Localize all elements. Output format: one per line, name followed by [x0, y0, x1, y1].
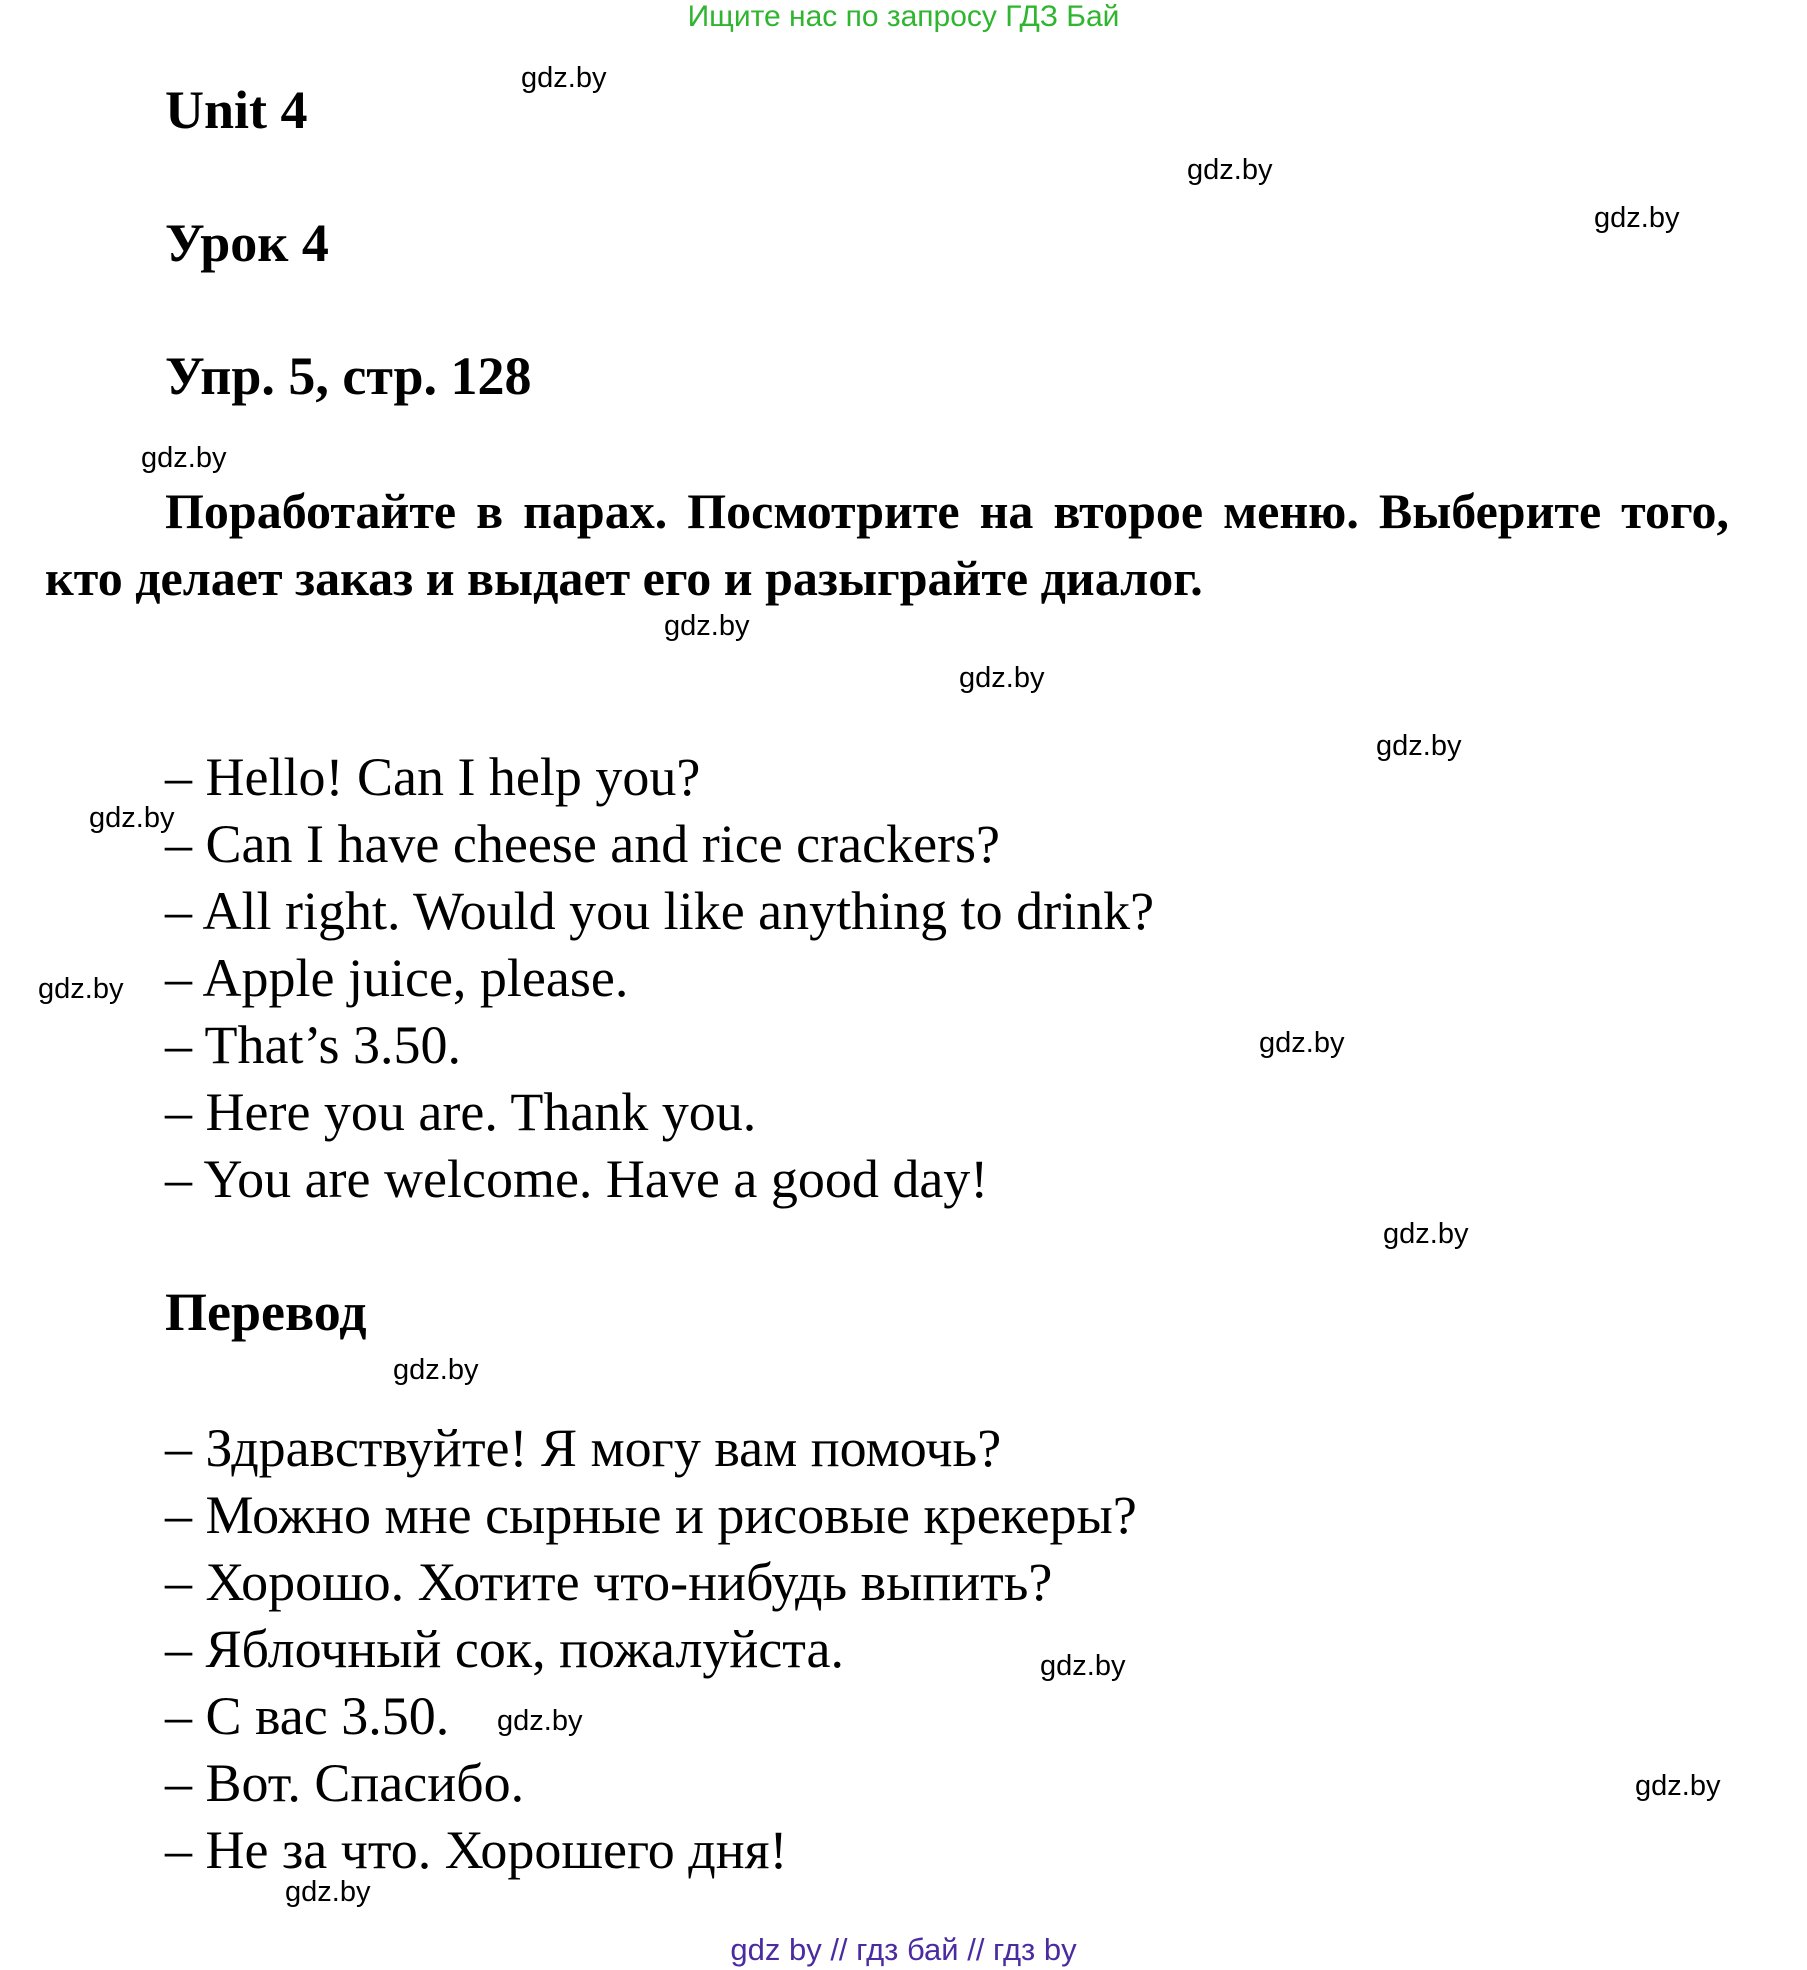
- dialog-line: – You are welcome. Have a good day!: [165, 1149, 989, 1209]
- translation-title: Перевод: [165, 1282, 367, 1342]
- dialog-line: – Can I have cheese and rice crackers?: [165, 814, 1000, 874]
- unit-title: Unit 4: [165, 80, 308, 140]
- watermark: gdz.by: [664, 610, 750, 642]
- dialog-russian: [165, 1415, 1137, 1884]
- dialog-line: – Here you are. Thank you.: [165, 1082, 757, 1142]
- watermark: gdz.by: [38, 973, 124, 1005]
- watermark: gdz.by: [141, 442, 227, 474]
- watermark: gdz.by: [1635, 1770, 1721, 1802]
- watermark: gdz.by: [959, 662, 1045, 694]
- dialog-english: [165, 744, 1154, 1213]
- watermark: gdz.by: [1594, 202, 1680, 234]
- watermark: gdz.by: [497, 1705, 583, 1737]
- watermark: gdz.by: [521, 62, 607, 94]
- exercise-title: Упр. 5, стр. 128: [165, 346, 532, 406]
- dialog-line: – Hello! Can I help you?: [165, 747, 701, 807]
- dialog-line: – С вас 3.50.: [165, 1686, 450, 1746]
- watermark: gdz.by: [89, 802, 175, 834]
- watermark: gdz.by: [1187, 154, 1273, 186]
- dialog-line: – Вот. Спасибо.: [165, 1753, 525, 1813]
- watermark: gdz.by: [1040, 1650, 1126, 1682]
- watermark: gdz.by: [1383, 1218, 1469, 1250]
- dialog-line: – Не за что. Хорошего дня!: [165, 1820, 788, 1880]
- watermark: gdz.by: [1376, 730, 1462, 762]
- dialog-line: – Можно мне сырные и рисовые крекеры?: [165, 1485, 1137, 1545]
- lesson-title: Урок 4: [165, 213, 329, 273]
- dialog-line: – Яблочный сок, пожалуйста.: [165, 1619, 844, 1679]
- dialog-line: – That’s 3.50.: [165, 1015, 461, 1075]
- watermark: gdz.by: [285, 1876, 371, 1908]
- watermark: gdz.by: [1259, 1027, 1345, 1059]
- top-banner: Ищите нас по запросу ГДЗ Бай: [687, 0, 1120, 33]
- task-instructions: Поработайте в парах. Посмотрите на второе меню. Выберите того, кто делает заказ и выдает его и разыграйте диалог.: [45, 483, 1729, 606]
- dialog-line: – Хорошо. Хотите что-нибудь выпить?: [165, 1552, 1053, 1612]
- footer-links: gdz by // гдз бай // гдз by: [730, 1932, 1077, 1967]
- dialog-line: – Здравствуйте! Я могу вам помочь?: [165, 1418, 1002, 1478]
- dialog-line: – Apple juice, please.: [165, 948, 629, 1008]
- watermark: gdz.by: [393, 1354, 479, 1386]
- dialog-line: – All right. Would you like anything to drink?: [165, 881, 1155, 941]
